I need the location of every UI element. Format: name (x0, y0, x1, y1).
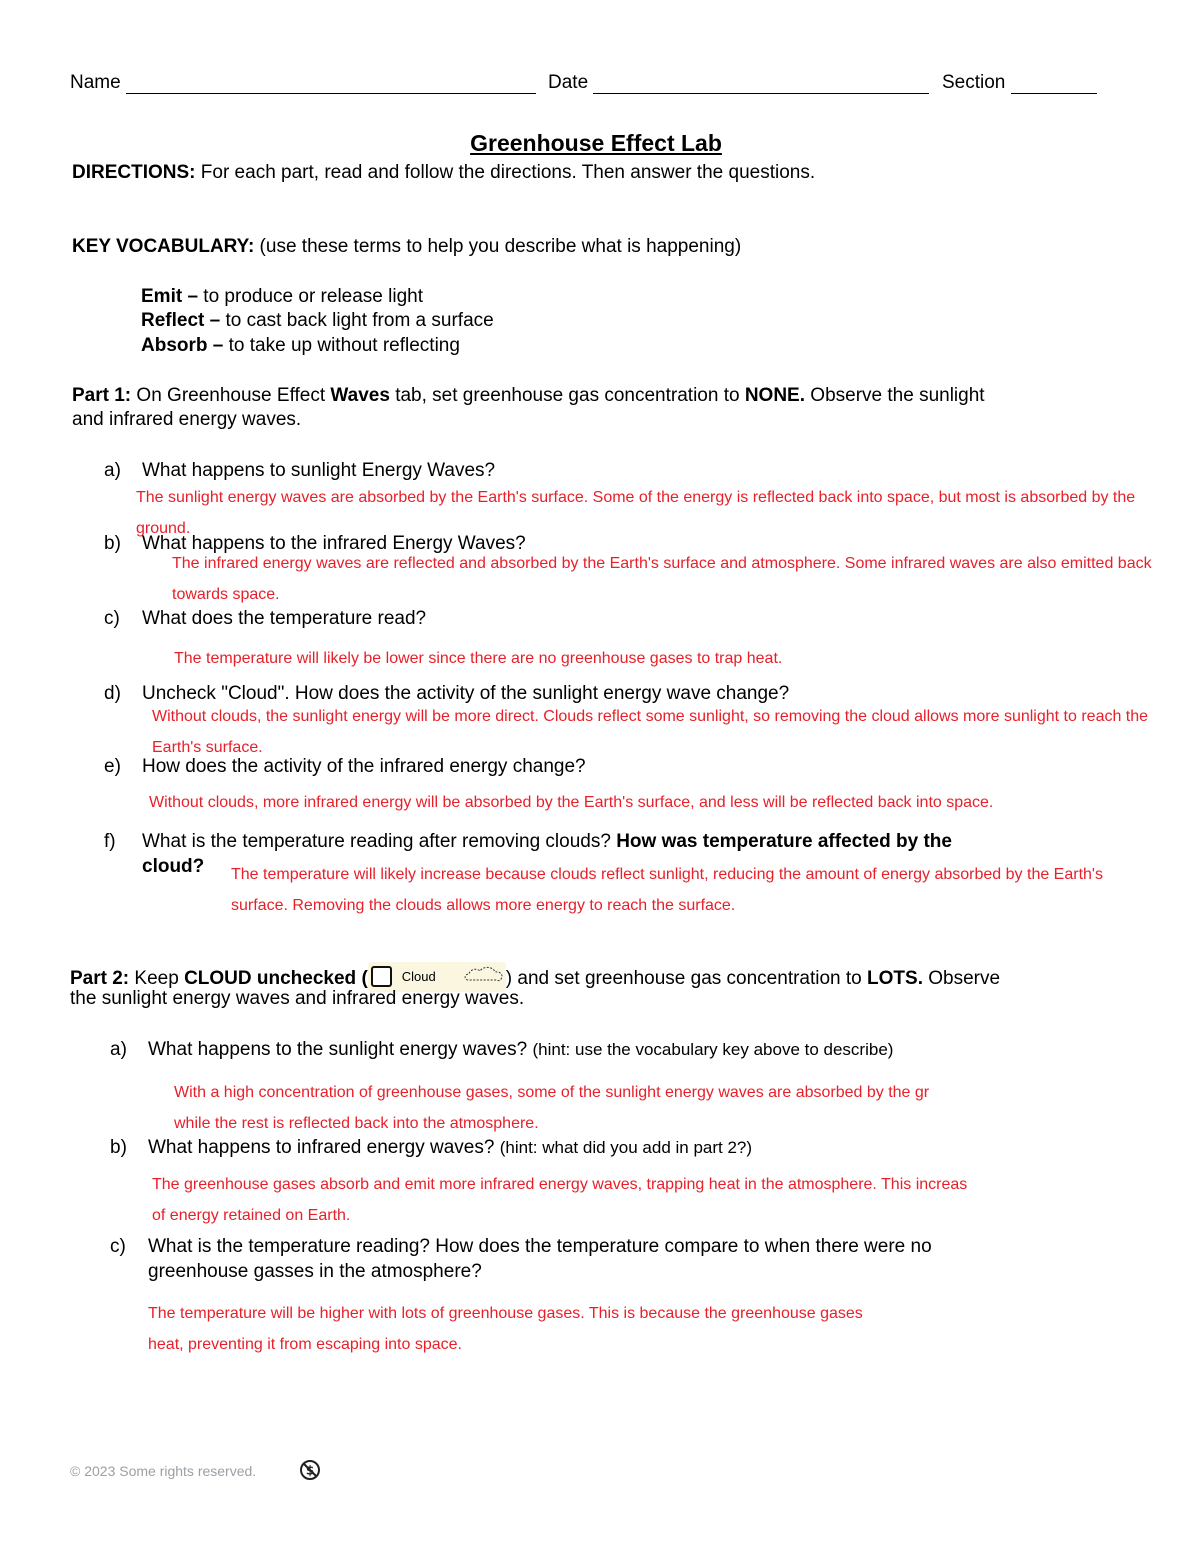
vocab-term-def: to take up without reflecting (223, 335, 460, 356)
part1-text: tab, set greenhouse gas concentration to (389, 385, 745, 406)
copyright-text: © 2023 Some rights reserved. (70, 1463, 257, 1479)
answer-text[interactable]: heat, preventing it from escaping into space. (148, 1336, 462, 1353)
question-text-bold: cloud? (142, 856, 205, 877)
question-letter: d) (104, 683, 121, 704)
question-item (104, 755, 586, 779)
question-item (110, 1136, 752, 1160)
date-label: Date (548, 72, 589, 93)
question-hint: (hint: use the vocabulary key above to describe) (532, 1040, 894, 1059)
vocab-term-name: Absorb – (141, 335, 224, 356)
answer-text[interactable]: The temperature will likely be lower since there are no greenhouse gases to trap heat. (174, 650, 783, 667)
part1-text: Observe the sunlight (805, 385, 985, 406)
vocab-text: (use these terms to help you describe what is happening) (254, 236, 742, 257)
question-item (104, 830, 952, 854)
vocab-term-name: Emit – (141, 286, 199, 307)
page-title: Greenhouse Effect Lab (470, 130, 722, 156)
part2-text: ) and set greenhouse gas concentration to (505, 968, 868, 989)
vocab-term (141, 309, 494, 333)
vocab-term-name: Reflect – (141, 310, 221, 331)
cloud-icon (462, 964, 506, 986)
name-label: Name (70, 72, 121, 93)
svg-text:$: $ (305, 1463, 315, 1478)
vocab-term-def: to produce or release light (198, 286, 423, 307)
answer-text[interactable]: Without clouds, the sunlight energy will be more direct. Clouds reflect some sunlight, so removing the cloud allows more sunlight to reach the Earth's surface. (152, 708, 1149, 756)
question-text: What happens to the infrared Energy Waves? (142, 533, 526, 554)
part1-heading (72, 384, 985, 408)
question-letter: c) (104, 608, 120, 629)
directions (72, 161, 815, 185)
question-item (104, 459, 495, 483)
checkbox-icon (371, 966, 392, 987)
question-item (110, 1235, 932, 1259)
directions-text: For each part, read and follow the directions. Then answer the questions. (195, 162, 816, 183)
vocab-term (141, 334, 460, 358)
name-blank[interactable] (126, 75, 536, 94)
question-text-bold: How was temperature affected by the (616, 831, 952, 852)
part1-label: Part 1: (72, 385, 132, 406)
question-letter: f) (104, 831, 116, 852)
question-item (110, 1038, 893, 1062)
cloud-checkbox-label: Cloud (401, 969, 436, 984)
part2-text: LOTS. (867, 968, 923, 989)
question-text: greenhouse gasses in the atmosphere? (148, 1261, 482, 1282)
question-item (104, 607, 426, 631)
part1-text: NONE. (744, 385, 806, 406)
date-field[interactable] (548, 72, 929, 94)
question-letter: a) (104, 460, 121, 481)
part2-text: Observe (922, 968, 1001, 989)
part1-text: On Greenhouse Effect (131, 385, 331, 406)
part2-heading-line2: the sunlight energy waves and infrared energy waves. (70, 988, 525, 1009)
answer-text[interactable]: The sunlight energy waves are absorbed by the Earth's surface. Some of the energy is reflected back into space, but most is absorbed by the ground. (136, 489, 1136, 537)
question-letter: b) (104, 533, 121, 554)
question-text: What happens to sunlight Energy Waves? (142, 460, 496, 481)
part2-text: Keep (129, 968, 185, 989)
question-text: What does the temperature read? (142, 608, 427, 629)
answer-text[interactable]: The infrared energy waves are reflected and absorbed by the Earth's surface and atmosphere. Some infrared waves are also emitted back towards space. (172, 555, 1152, 603)
part1-heading-line2: and infrared energy waves. (72, 409, 302, 430)
section-field[interactable] (942, 72, 1097, 94)
no-commercial-icon (299, 1459, 321, 1481)
answer-text[interactable]: of energy retained on Earth. (152, 1207, 351, 1224)
question-text: How does the activity of the infrared energy change? (142, 756, 586, 777)
vocab-heading (72, 235, 741, 259)
section-blank[interactable] (1011, 75, 1097, 94)
section-label: Section (942, 72, 1006, 93)
question-letter: c) (110, 1236, 126, 1257)
date-blank[interactable] (593, 75, 929, 94)
vocab-label: KEY VOCABULARY: (72, 236, 255, 257)
name-field[interactable] (70, 72, 536, 94)
question-letter: a) (110, 1039, 127, 1060)
question-text: What is the temperature reading after removing clouds? (142, 831, 617, 852)
question-letter: b) (110, 1137, 127, 1158)
question-text: What happens to infrared energy waves? (148, 1137, 500, 1158)
answer-text[interactable]: With a high concentration of greenhouse gases, some of the sunlight energy waves are absorbed by the gr (174, 1084, 930, 1101)
part2-text: CLOUD unchecked ( (184, 968, 368, 989)
answer-text[interactable]: The greenhouse gases absorb and emit more infrared energy waves, trapping heat in the atmosphere. This increas (152, 1176, 968, 1193)
question-text: Uncheck "Cloud". How does the activity of the sunlight energy wave change? (142, 683, 790, 704)
part2-label: Part 2: (70, 968, 130, 989)
question-text: What is the temperature reading? How does the temperature compare to when there were no (148, 1236, 932, 1257)
answer-text[interactable]: The temperature will likely increase because clouds reflect sunlight, reducing the amount of energy absorbed by the Earth's surface. Removing the clouds allows more energy to reach the surface. (231, 866, 1103, 914)
vocab-term-def: to cast back light from a surface (220, 310, 494, 331)
copyright-notice (70, 1463, 256, 1479)
part1-text: Waves (330, 385, 390, 406)
answer-text[interactable]: Without clouds, more infrared energy will be absorbed by the Earth's surface, and less will be reflected back into space. (149, 794, 994, 811)
answer-text[interactable]: The temperature will be higher with lots of greenhouse gases. This is because the greenhouse gases (148, 1305, 863, 1322)
directions-label: DIRECTIONS: (72, 162, 196, 183)
question-letter: e) (104, 756, 121, 777)
answer-text[interactable]: while the rest is reflected back into the atmosphere. (174, 1115, 539, 1132)
question-text: What happens to the sunlight energy waves? (148, 1039, 533, 1060)
question-hint: (hint: what did you add in part 2?) (499, 1138, 753, 1157)
vocab-term (141, 285, 423, 309)
